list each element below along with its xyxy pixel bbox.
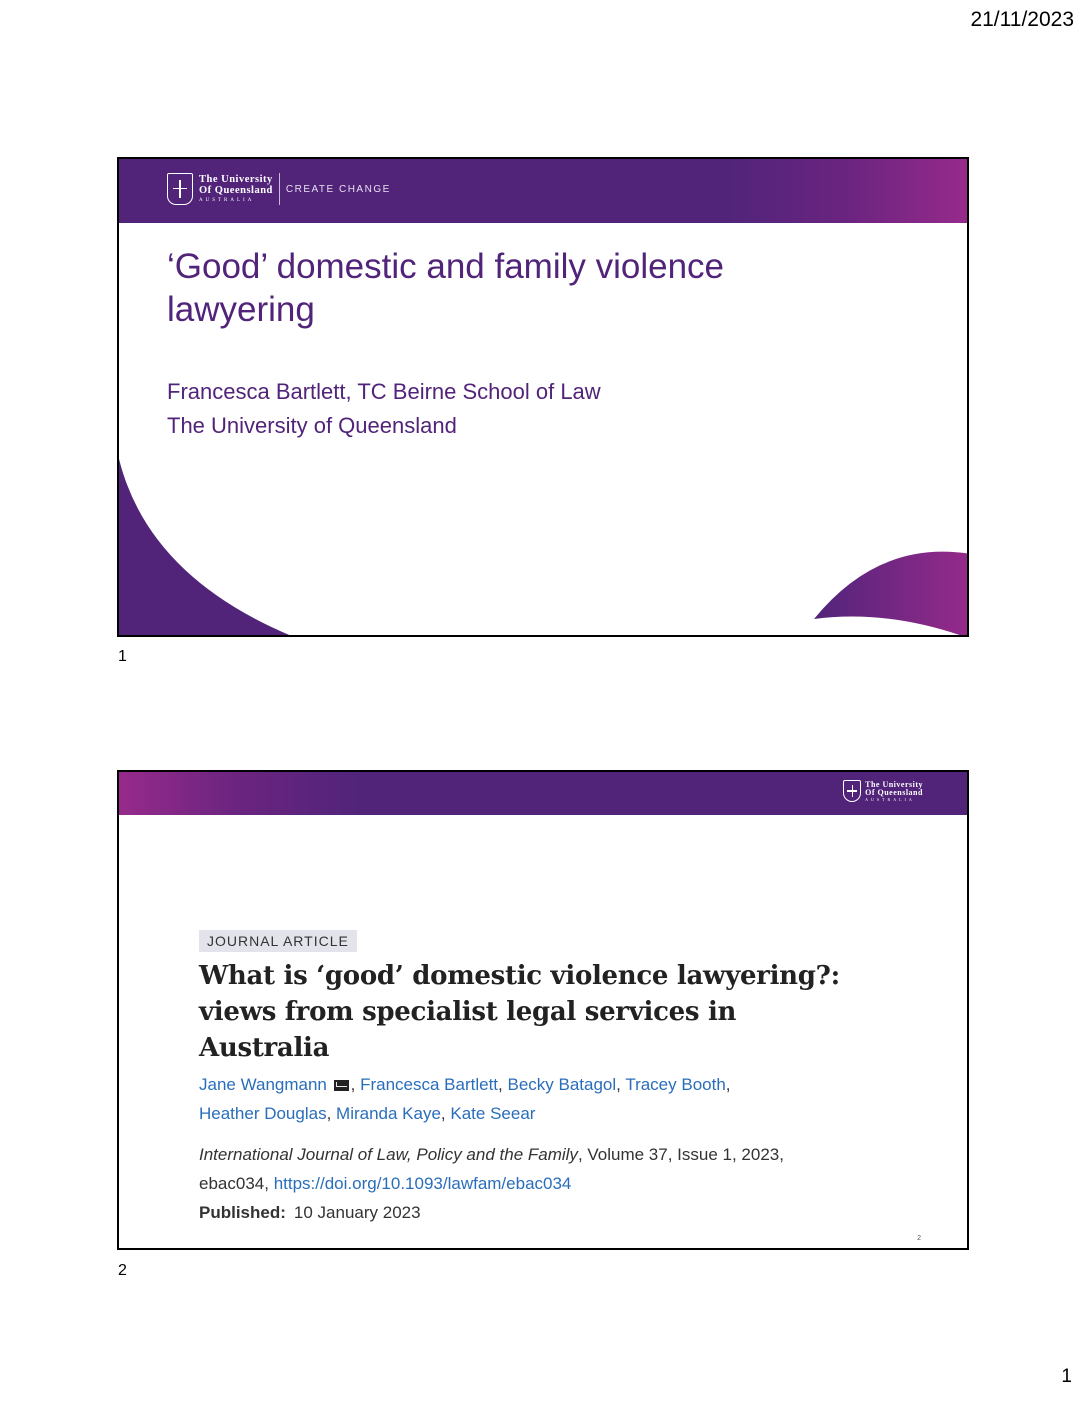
slide-number-2: 2 <box>118 1262 127 1279</box>
author-link[interactable]: Francesca Bartlett <box>360 1075 499 1094</box>
slide-1 <box>117 157 969 637</box>
article-type-badge: JOURNAL ARTICLE <box>199 930 357 952</box>
slide-header-bar <box>119 159 967 223</box>
author-link[interactable]: Tracey Booth <box>625 1075 726 1094</box>
slide-header-bar <box>119 772 967 815</box>
uq-crest-icon <box>843 780 861 802</box>
published-date <box>199 1198 859 1227</box>
logo-line-2: Of Queensland <box>199 184 273 196</box>
logo-sub: AUSTRALIA <box>865 796 915 802</box>
published-value: 10 January 2023 <box>293 1203 421 1222</box>
page-number: 1 <box>1061 1366 1072 1387</box>
author-link[interactable]: Becky Batagol <box>507 1075 617 1094</box>
slide-footer-number: 2 <box>917 1235 921 1242</box>
slide-author: Francesca Bartlett, TC Beirne School of Law <box>167 379 601 404</box>
doi-link[interactable]: https://doi.org/10.1093/lawfam/ebac034 <box>273 1174 572 1193</box>
logo-sub: AUSTRALIA <box>199 198 255 203</box>
tagline: CREATE CHANGE <box>285 183 391 195</box>
author-link[interactable]: Miranda Kaye <box>336 1104 441 1123</box>
journal-name: International Journal of Law, Policy and the Family <box>199 1145 578 1164</box>
email-icon[interactable] <box>334 1080 349 1091</box>
slide-2 <box>117 770 969 1250</box>
author-link[interactable]: Heather Douglas <box>199 1104 327 1123</box>
uq-logo <box>843 780 923 802</box>
logo-line-1: The University <box>199 174 273 185</box>
slide-institution: The University of Queensland <box>167 413 457 438</box>
slide-title: ‘Good’ domestic and family violence lawyering <box>167 247 725 329</box>
article-id: ebac034, <box>199 1174 269 1193</box>
uq-logo <box>167 173 391 205</box>
published-label: Published: <box>199 1203 286 1222</box>
article-title: What is ‘good’ domestic violence lawyering?: views from specialist legal services in Australia <box>199 961 840 1063</box>
article-card <box>199 930 859 1227</box>
logo-divider <box>279 173 280 205</box>
author-link[interactable]: Kate Seear <box>450 1104 536 1123</box>
logo-line-2: Of Queensland <box>865 787 923 797</box>
author-list: Jane Wangmann , Francesca Bartlett, Becky Batagol, Tracey Booth, Heather Douglas, Miranda Kaye, Kate Seear <box>199 1075 731 1123</box>
uq-crest-icon <box>167 173 193 205</box>
author-link[interactable]: Jane Wangmann <box>199 1075 327 1094</box>
citation-volume: , Volume 37, Issue 1, 2023, <box>577 1145 784 1164</box>
logo-line-1: The University <box>865 779 923 789</box>
slide-number-1: 1 <box>118 648 127 665</box>
citation <box>199 1140 859 1198</box>
page-date: 21/11/2023 <box>970 8 1074 31</box>
